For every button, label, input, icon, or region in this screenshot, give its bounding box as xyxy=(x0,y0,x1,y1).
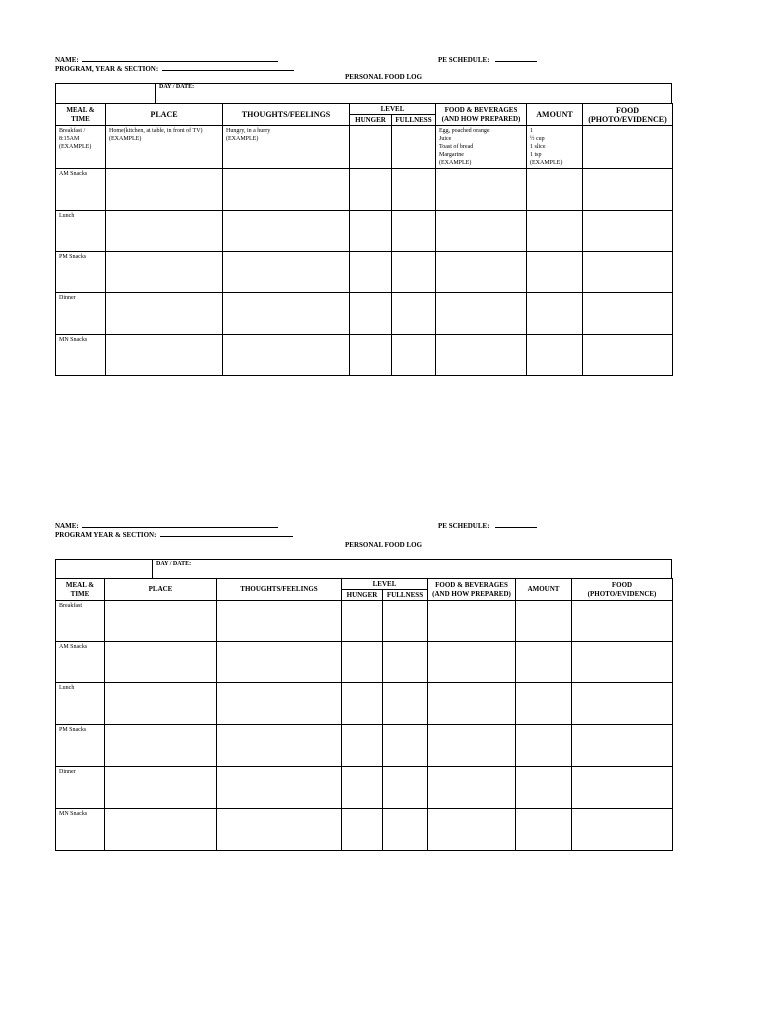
fullness-cell[interactable] xyxy=(383,601,428,642)
amount-cell[interactable] xyxy=(527,169,583,210)
header-place: PLACE xyxy=(106,104,223,126)
example-thoughts-cell[interactable]: Hungry, in a hurry (EXAMPLE) xyxy=(223,126,350,169)
table-row-example xyxy=(56,126,673,169)
amount-cell[interactable] xyxy=(516,683,572,725)
place-cell[interactable] xyxy=(106,210,223,251)
program-label xyxy=(55,64,294,74)
place-cell[interactable] xyxy=(105,683,217,725)
thoughts-cell[interactable] xyxy=(217,767,342,809)
day-date-spacer xyxy=(56,560,153,578)
place-cell[interactable] xyxy=(106,293,223,334)
fullness-cell[interactable] xyxy=(392,210,436,251)
table-row xyxy=(56,334,673,375)
food-log-table xyxy=(55,578,673,851)
place-cell[interactable] xyxy=(106,334,223,375)
meal-label-cell: Dinner xyxy=(56,293,106,334)
table-row xyxy=(56,683,673,725)
place-cell[interactable] xyxy=(105,601,217,642)
day-date-label: DAY / DATE: xyxy=(156,561,192,567)
thoughts-cell[interactable] xyxy=(223,252,350,293)
program-field[interactable] xyxy=(160,530,293,537)
fullness-cell[interactable] xyxy=(383,642,428,683)
amount-cell[interactable] xyxy=(516,767,572,809)
table-row xyxy=(56,169,673,210)
header-food-beverages: FOOD & BEVERAGES (AND HOW PREPARED) xyxy=(436,104,527,126)
meal-label-cell: Lunch xyxy=(56,210,106,251)
meal-label-cell: AM Snacks xyxy=(56,642,105,683)
food-cell[interactable] xyxy=(436,169,527,210)
place-cell[interactable] xyxy=(105,725,217,767)
pe-schedule-field[interactable] xyxy=(495,521,537,528)
place-cell[interactable] xyxy=(105,809,217,851)
table-row xyxy=(56,252,673,293)
hunger-cell[interactable] xyxy=(342,683,383,725)
name-label-text: NAME: xyxy=(55,56,79,64)
photo-cell[interactable] xyxy=(583,210,673,251)
meal-label-cell: MN Snacks xyxy=(56,334,106,375)
form-title: PERSONAL FOOD LOG xyxy=(345,541,423,549)
food-cell[interactable] xyxy=(428,767,516,809)
header-hunger: HUNGER xyxy=(350,115,392,126)
day-date-label: DAY / DATE: xyxy=(159,84,195,90)
meal-label-cell: Lunch xyxy=(56,683,105,725)
example-place-cell[interactable]: Home(kitchen, at table, in front of TV) (EXAMPLE) xyxy=(106,126,223,169)
meal-label-cell: Breakfast xyxy=(56,601,105,642)
amount-cell[interactable] xyxy=(516,642,572,683)
photo-cell[interactable] xyxy=(583,252,673,293)
hunger-cell[interactable] xyxy=(342,642,383,683)
food-cell[interactable] xyxy=(428,683,516,725)
fullness-cell[interactable] xyxy=(383,683,428,725)
fullness-cell[interactable] xyxy=(392,334,436,375)
meal-label-cell: PM Snacks xyxy=(56,725,105,767)
food-log-table xyxy=(55,103,673,376)
header-fullness: FULLNESS xyxy=(383,590,428,601)
table-row xyxy=(56,293,673,334)
table-row xyxy=(56,210,673,251)
example-amount-cell[interactable]: 1 ½ cup 1 slice 1 tsp (EXAMPLE) xyxy=(527,126,583,169)
thoughts-cell[interactable] xyxy=(217,725,342,767)
fullness-cell[interactable] xyxy=(392,293,436,334)
food-cell[interactable] xyxy=(428,809,516,851)
amount-cell[interactable] xyxy=(516,725,572,767)
pe-schedule-label xyxy=(438,521,537,531)
header-amount: AMOUNT xyxy=(527,104,583,126)
pe-schedule-field[interactable] xyxy=(495,55,537,62)
photo-cell[interactable] xyxy=(583,169,673,210)
hunger-cell[interactable] xyxy=(342,601,383,642)
header-food-photo: FOOD (PHOTO/EVIDENCE) xyxy=(572,579,673,601)
day-date-spacer xyxy=(56,84,156,103)
pe-schedule-label xyxy=(438,55,537,65)
hunger-cell[interactable] xyxy=(342,767,383,809)
table-row xyxy=(56,601,673,642)
example-hunger-cell[interactable] xyxy=(350,126,392,169)
table-row xyxy=(56,809,673,851)
program-field[interactable] xyxy=(162,64,294,71)
amount-cell[interactable] xyxy=(527,293,583,334)
amount-cell[interactable] xyxy=(527,210,583,251)
food-cell[interactable] xyxy=(436,252,527,293)
photo-cell[interactable] xyxy=(572,767,673,809)
thoughts-cell[interactable] xyxy=(217,683,342,725)
header-amount: AMOUNT xyxy=(516,579,572,601)
thoughts-cell[interactable] xyxy=(217,809,342,851)
example-photo-cell[interactable] xyxy=(583,126,673,169)
table-row xyxy=(56,725,673,767)
food-cell[interactable] xyxy=(428,601,516,642)
photo-cell[interactable] xyxy=(572,809,673,851)
fullness-cell[interactable] xyxy=(383,809,428,851)
photo-cell[interactable] xyxy=(583,293,673,334)
meal-label-cell: AM Snacks xyxy=(56,169,106,210)
header-meal-time: MEAL & TIME xyxy=(56,579,105,601)
form-title: PERSONAL FOOD LOG xyxy=(345,73,423,81)
fullness-cell[interactable] xyxy=(383,767,428,809)
example-meal-cell[interactable]: Breakfast / 8:15AM (EXAMPLE) xyxy=(56,126,106,169)
place-cell[interactable] xyxy=(105,642,217,683)
hunger-cell[interactable] xyxy=(350,334,392,375)
header-meal-time: MEAL & TIME xyxy=(56,104,106,126)
thoughts-cell[interactable] xyxy=(217,601,342,642)
place-cell[interactable] xyxy=(105,767,217,809)
amount-cell[interactable] xyxy=(516,601,572,642)
food-cell[interactable] xyxy=(436,293,527,334)
meal-label-cell: Dinner xyxy=(56,767,105,809)
day-date-row xyxy=(55,559,672,579)
header-food-photo: FOOD (PHOTO/EVIDENCE) xyxy=(583,104,673,126)
photo-cell[interactable] xyxy=(572,683,673,725)
photo-cell[interactable] xyxy=(572,725,673,767)
food-cell[interactable] xyxy=(436,210,527,251)
example-food-cell[interactable]: Egg, poached orange Juice Toast of bread Margarine (EXAMPLE) xyxy=(436,126,527,169)
thoughts-cell[interactable] xyxy=(223,210,350,251)
fullness-cell[interactable] xyxy=(383,725,428,767)
header-food-beverages: FOOD & BEVERAGES (AND HOW PREPARED) xyxy=(428,579,516,601)
header-fullness: FULLNESS xyxy=(392,115,436,126)
food-cell[interactable] xyxy=(436,334,527,375)
place-cell[interactable] xyxy=(106,252,223,293)
hunger-cell[interactable] xyxy=(342,725,383,767)
hunger-cell[interactable] xyxy=(350,293,392,334)
photo-cell[interactable] xyxy=(583,334,673,375)
photo-cell[interactable] xyxy=(572,642,673,683)
amount-cell[interactable] xyxy=(527,252,583,293)
header-thoughts: THOUGHTS/FEELINGS xyxy=(223,104,350,126)
name-label-text: NAME: xyxy=(55,522,79,530)
header-place: PLACE xyxy=(105,579,217,601)
name-field[interactable] xyxy=(82,55,278,62)
place-cell[interactable] xyxy=(106,169,223,210)
hunger-cell[interactable] xyxy=(350,210,392,251)
fullness-cell[interactable] xyxy=(392,252,436,293)
header-level: LEVEL xyxy=(350,104,436,115)
hunger-cell[interactable] xyxy=(350,252,392,293)
hunger-cell[interactable] xyxy=(342,809,383,851)
program-label-text: PROGRAM, YEAR & SECTION: xyxy=(55,65,159,73)
meal-label-cell: PM Snacks xyxy=(56,252,106,293)
meal-label-cell: MN Snacks xyxy=(56,809,105,851)
header-level: LEVEL xyxy=(342,579,428,590)
thoughts-cell[interactable] xyxy=(217,642,342,683)
food-cell[interactable] xyxy=(428,642,516,683)
thoughts-cell[interactable] xyxy=(223,293,350,334)
thoughts-cell[interactable] xyxy=(223,169,350,210)
program-label xyxy=(55,530,293,540)
food-cell[interactable] xyxy=(428,725,516,767)
header-thoughts: THOUGHTS/FEELINGS xyxy=(217,579,342,601)
pe-schedule-label-text: PE SCHEDULE: xyxy=(438,56,490,64)
example-fullness-cell[interactable] xyxy=(392,126,436,169)
hunger-cell[interactable] xyxy=(350,169,392,210)
program-label-text: PROGRAM YEAR & SECTION: xyxy=(55,531,157,539)
thoughts-cell[interactable] xyxy=(223,334,350,375)
table-row xyxy=(56,767,673,809)
header-hunger: HUNGER xyxy=(342,590,383,601)
pe-schedule-label-text: PE SCHEDULE: xyxy=(438,522,490,530)
amount-cell[interactable] xyxy=(516,809,572,851)
day-date-row xyxy=(55,83,672,104)
photo-cell[interactable] xyxy=(572,601,673,642)
table-row xyxy=(56,642,673,683)
fullness-cell[interactable] xyxy=(392,169,436,210)
name-field[interactable] xyxy=(82,521,278,528)
amount-cell[interactable] xyxy=(527,334,583,375)
